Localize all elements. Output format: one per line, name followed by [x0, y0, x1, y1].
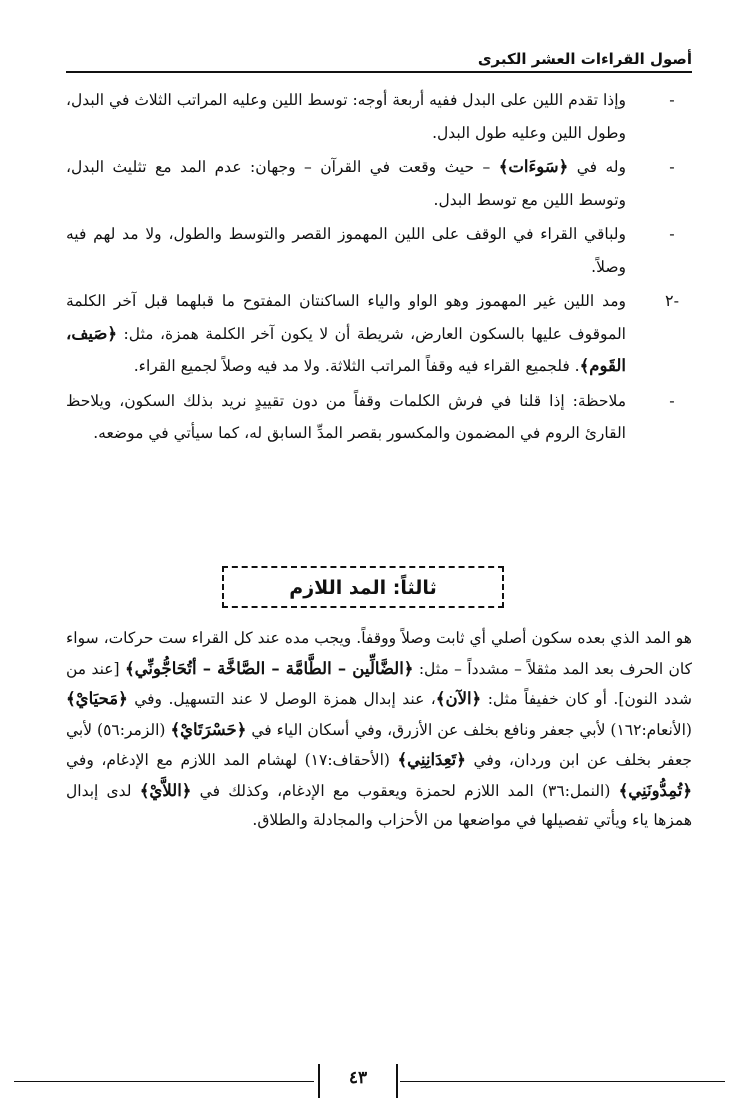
- quran-word: ﴿حَسْرَتَايْ﴾: [170, 719, 247, 739]
- header-rule: [66, 71, 692, 73]
- section-title: ثالثاً: المد اللازم: [289, 577, 437, 599]
- text-run: هو المد الذي بعده سكون أصلي أي ثابت وصلاً ووقفاً. ويجب مده عند كل القراء ست حركات، سواء كان الحرف بعد المد مثقلاً – مشدداً – مثل:: [66, 629, 692, 678]
- text-run: – حيث وقعت في القرآن – وجهان: عدم المد مع تثليث البدل، وتوسط اللين مع توسط البدل.: [66, 158, 626, 209]
- body-paragraph: [66, 624, 692, 836]
- item-marker: -: [669, 157, 675, 176]
- item-marker: -٢: [665, 291, 679, 310]
- item-marker: -: [669, 224, 675, 243]
- quran-word: ﴿سَوءَات﴾: [498, 157, 569, 176]
- page-footer: [0, 1060, 754, 1104]
- quran-word: ﴿تُمِدُّونَنِي﴾: [618, 780, 693, 800]
- text-run: (الأحقاف:١٧) لهشام المد اللازم مع الإدغام، وفي: [66, 751, 398, 769]
- quran-word: ﴿مَحيَايْ﴾: [66, 689, 128, 708]
- text-run: . فلجميع القراء فيه وقفاً المراتب الثلاثة. ولا مد فيه وصلاً لجميع القراء.: [133, 357, 580, 375]
- list-item: [66, 218, 692, 283]
- text-run: ومد اللين غير المهموز وهو الواو والياء الساكنتان المفتوح ما قبلهما قبل آخر الكلمة الموقوف عليها بالسكون العارض، شريطة أن لا يكون آخر الكلمة همزة، مثل:: [66, 292, 626, 343]
- item-text: [66, 158, 626, 209]
- quran-word: ﴿الضَّالِّين – الطَّامَّة – الصَّاخَّة – أتُحَاجُّونِّي﴾: [124, 658, 414, 678]
- text-run: (النمل:٣٦) المد اللازم لحمزة ويعقوب مع الإدغام، وكذلك في: [191, 781, 619, 800]
- quran-word: ﴿الآن﴾: [435, 689, 482, 708]
- item-text: [66, 392, 626, 443]
- quran-word: ﴿صَيف، القَوم﴾: [66, 323, 626, 375]
- text-run: ولباقي القراء في الوقف على اللين المهموز القصر والتوسط والطول، ولا مد لهم فيه وصلاً.: [66, 225, 626, 276]
- text-run: ، عند إبدال همزة الوصل لا عند التسهيل. وفي: [127, 690, 436, 708]
- item-list: [66, 84, 692, 450]
- text-run: ملاحظة: إذا قلنا في فرش الكلمات وقفاً من دون تقييدٍ نريد بذلك السكون، ويلاحظ القارئ الروم في المضمون والمكسور بقصر المدِّ السابق له، كما سيأتي في موضعه.: [66, 391, 626, 442]
- list-item: [66, 385, 692, 450]
- text-run: لدى إبدال همزها ياء ويأتي تفصيلها في مواضعها من الأحزاب والمجادلة والطلاق.: [66, 781, 692, 829]
- quran-word: ﴿تَعِدَانِنِي﴾: [397, 750, 466, 769]
- text-run: (الأنعام:١٦٢) لأبي جعفر ونافع بخلف عن الأزرق، وفي أسكان الياء في: [246, 720, 692, 739]
- quran-word: ﴿اللاَّيْ﴾: [139, 780, 192, 800]
- list-item: [66, 285, 692, 383]
- item-text: [66, 91, 626, 142]
- footer-rule-left: [14, 1081, 314, 1082]
- list-item: [66, 84, 692, 149]
- item-marker: -: [669, 390, 675, 410]
- text-run: وله في: [568, 158, 626, 176]
- section-heading-box: [222, 566, 504, 608]
- item-marker: -: [669, 90, 675, 109]
- list-item: [66, 151, 692, 216]
- footer-bar: [396, 1064, 398, 1098]
- text-run: (الزمر:٥٦) لأبي جعفر بخلف عن ابن وردان، وفي: [66, 720, 693, 769]
- running-header: أصول القراءات العشر الكبرى: [477, 50, 692, 68]
- page-number: ٤٣: [348, 1068, 368, 1088]
- text-run: [عند من شدد النون]. أو كان خفيفاً مثل:: [66, 659, 692, 708]
- text-run: وإذا تقدم اللين على البدل ففيه أربعة أوجه: توسط اللين وعليه المراتب الثلاث في البدل، وطول اللين وعليه طول البدل.: [66, 91, 626, 142]
- footer-rule-right: [400, 1081, 725, 1082]
- item-text: [66, 225, 626, 276]
- item-text: [66, 292, 626, 375]
